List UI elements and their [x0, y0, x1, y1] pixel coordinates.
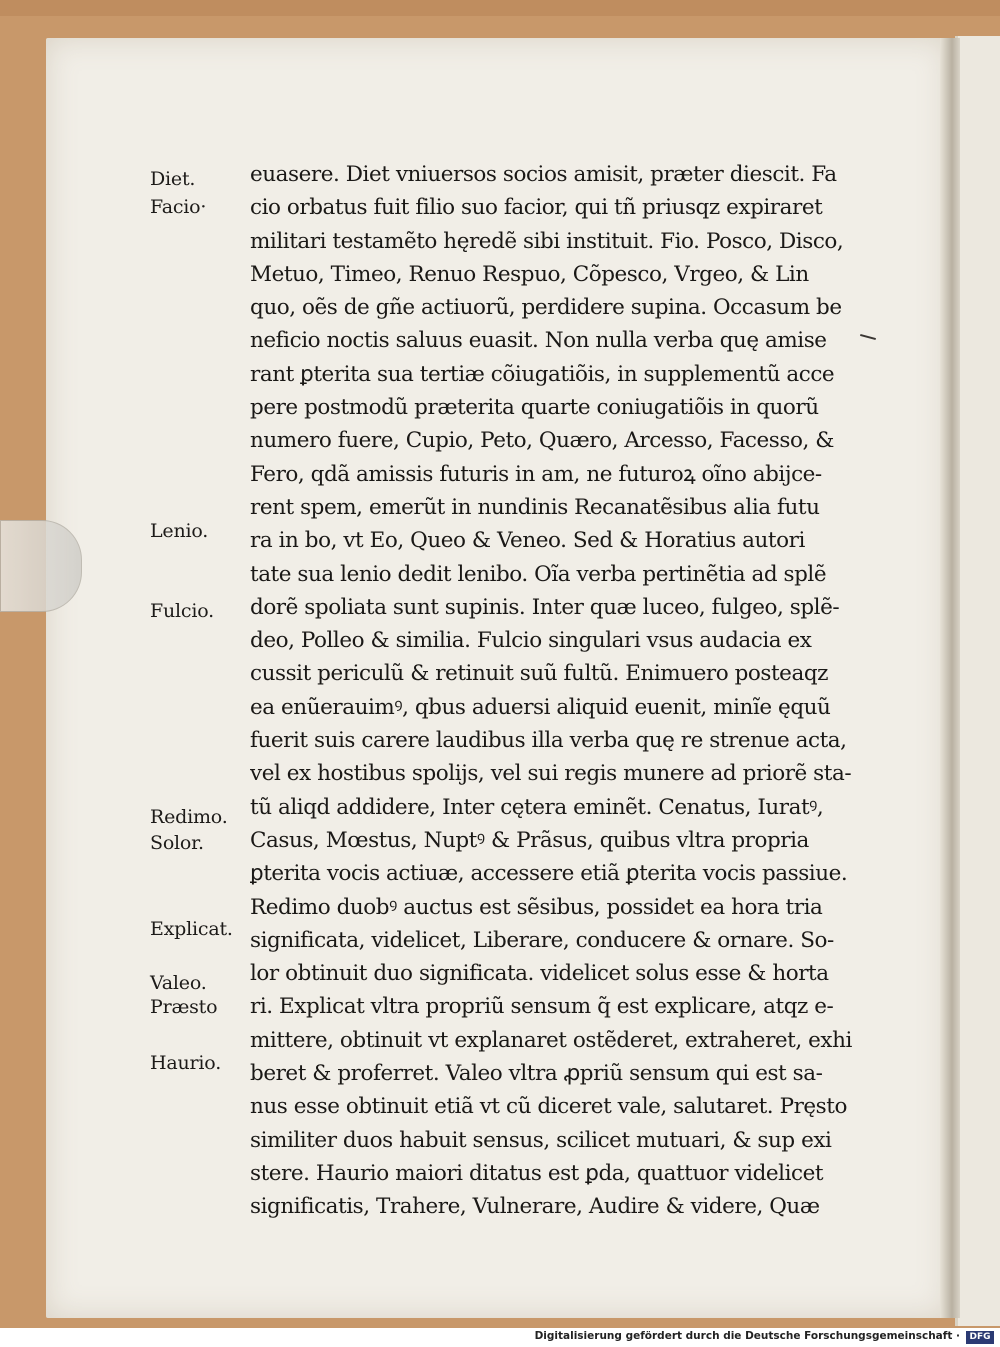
- margin-note: Facio·: [150, 196, 207, 218]
- main-text: [250, 158, 870, 1224]
- text-line: cussit periculũ & retinuit suũ fultũ. Enimuero posteaqz: [250, 661, 829, 687]
- dfg-logo: DFG: [966, 1331, 994, 1344]
- text-line: tate sua lenio dedit lenibo. Oĩa verba pertinẽtia ad splẽ: [250, 561, 827, 587]
- text-line: significatis, Trahere, Vulnerare, Audire & videre, Quæ: [250, 1194, 820, 1220]
- text-line: mittere, obtinuit vt explanaret ostẽderet, extraheret, exhi: [250, 1027, 852, 1053]
- text-line: Metuo, Timeo, Renuo Respuo, Cõpesco, Vrgeo, & Lin: [250, 261, 809, 287]
- text-line: deo, Polleo & similia. Fulcio singulari vsus audacia ex: [250, 628, 812, 654]
- text-line: ea enũerauimꝰ, qbus aduersi aliquid euenit, minĩe ęquũ: [250, 694, 831, 720]
- text-line: rent spem, emerũt in nundinis Recanatẽsibus alia futu: [250, 494, 820, 520]
- text-line: dorẽ spoliata sunt supinis. Inter quæ luceo, fulgeo, splẽ-: [250, 594, 840, 620]
- facing-page-edge: [955, 36, 1000, 1326]
- footer-bar: [0, 1328, 1000, 1347]
- margin-notes: [150, 0, 250, 1200]
- text-line: numero fuere, Cupio, Peto, Quæro, Arcesso, Facesso, &: [250, 428, 834, 454]
- book-gutter: [940, 38, 960, 1318]
- text-line: militari testamẽto hęredẽ sibi instituit. Fio. Posco, Disco,: [250, 228, 844, 254]
- text-line: nus esse obtinuit etiã vt cũ diceret vale, salutaret. Pręsto: [250, 1094, 847, 1120]
- margin-note: Fulcio.: [150, 600, 214, 622]
- margin-note: Solor.: [150, 832, 204, 854]
- margin-note: Explicat.: [150, 918, 233, 940]
- margin-note: Redimo.: [150, 806, 228, 828]
- text-line: ri. Explicat vltra propriũ sensum q̃ est explicare, atqz e-: [250, 994, 834, 1020]
- text-line: quo, oẽs de gñe actiuorũ, perdidere supina. Occasum be: [250, 295, 842, 321]
- text-line: lor obtinuit duo significata. videlicet solus esse & horta: [250, 961, 829, 987]
- text-line: significata, videlicet, Liberare, conducere & ornare. So-: [250, 927, 834, 953]
- page-clip: [0, 520, 82, 612]
- text-line: pere postmodũ præterita quarte coniugatiõis in quorũ: [250, 395, 819, 421]
- text-line: tũ aliqd addidere, Inter cętera eminẽt. Cenatus, Iuratꝰ,: [250, 794, 824, 820]
- text-line: similiter duos habuit sensus, scilicet mutuari, & sup exi: [250, 1127, 832, 1153]
- text-line: euasere. Diet vniuersos socios amisit, præter diescit. Fa: [250, 162, 837, 187]
- margin-note: Diet.: [150, 168, 196, 190]
- text-line: stere. Haurio maiori ditatus est ꝑda, quattuor videlicet: [250, 1160, 824, 1186]
- text-line: fuerit suis carere laudibus illa verba quę re strenue acta,: [250, 728, 847, 754]
- text-line: ra in bo, vt Eo, Queo & Veneo. Sed & Horatius autori: [250, 528, 805, 554]
- text-line: rant ꝑterita sua tertiæ cõiugatiõis, in supplementũ acce: [250, 361, 835, 387]
- text-line: cio orbatus fuit filio suo facior, qui tñ priusqz expiraret: [250, 195, 823, 221]
- text-line: neficio noctis saluus euasit. Non nulla verba quę amise: [250, 328, 827, 354]
- text-line: ꝑterita vocis actiuæ, accessere etiã ꝑterita vocis passiue.: [250, 861, 848, 887]
- text-line: beret & proferret. Valeo vltra ꝓpriũ sensum qui est sa-: [250, 1061, 823, 1087]
- margin-note: Haurio.: [150, 1052, 222, 1074]
- text-line: Redimo duobꝰ auctus est sẽsibus, possidet ea hora tria: [250, 894, 823, 920]
- margin-note: Præsto: [150, 996, 218, 1018]
- text-line: Fero, qdã amissis futuris in am, ne futuroꝝ oĩno abijce-: [250, 461, 822, 487]
- margin-note: Valeo.: [150, 972, 207, 994]
- margin-note: Lenio.: [150, 520, 209, 542]
- text-line: vel ex hostibus spolijs, vel sui regis munere ad priorẽ sta-: [250, 761, 852, 787]
- funding-notice: Digitalisierung gefördert durch die Deutsche Forschungsgemeinschaft ·: [534, 1330, 960, 1342]
- text-line: Casus, Mœstus, Nuptꝰ & Prãsus, quibus vltra propria: [250, 827, 809, 853]
